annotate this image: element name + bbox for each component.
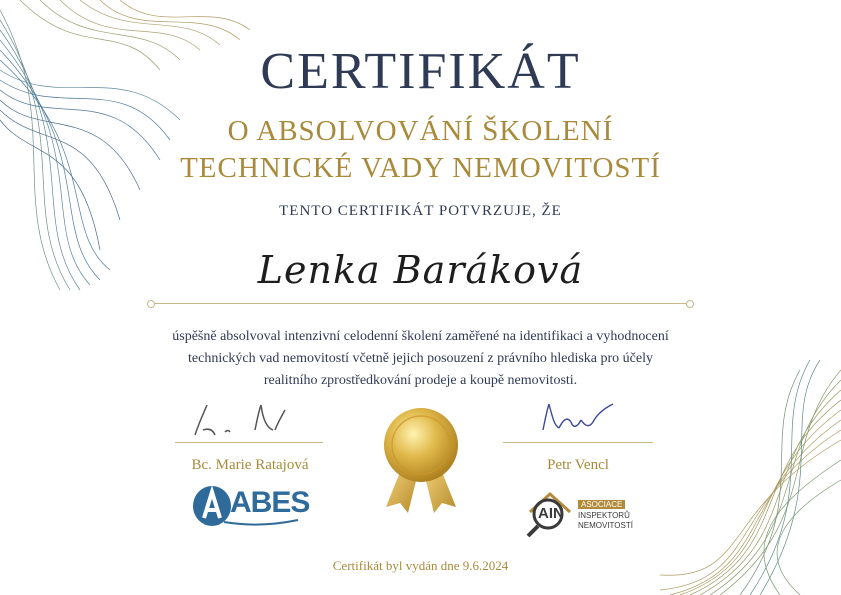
signer-right: Petr Vencl	[547, 457, 609, 473]
signature-line-right	[503, 442, 653, 443]
signer-left: Bc. Marie Ratajová	[191, 457, 309, 473]
divider-dot-left	[147, 300, 155, 308]
association-mark: AIN	[538, 505, 564, 522]
subtitle-line-1: O ABSOLVOVÁNÍ ŠKOLENÍ	[227, 115, 614, 147]
issued-date: Certifikát byl vydán dne 9.6.2024	[332, 558, 509, 573]
certificate-title: CERTIFIKÁT	[260, 43, 581, 100]
signature-left	[185, 400, 305, 440]
name-divider	[150, 303, 690, 304]
body-text-line-3: realitního zprostředkování prodeje a koupě nemovitosti.	[263, 373, 578, 388]
association-text-block	[578, 492, 633, 531]
signature-right	[535, 400, 625, 440]
subtitle-line-2: TECHNICKÉ VADY NEMOVITOSTÍ	[180, 152, 661, 184]
body-text-line-1: úspěšně absolvoval intenzivní celodenní školení zaměřené na identifikaci a vyhodnocení	[172, 329, 669, 344]
confirmation-text: TENTO CERTIFIKÁT POTVRZUJE, ŽE	[279, 203, 562, 219]
association-line-3: NEMOVITOSTÍ	[578, 521, 633, 530]
gold-medal-icon	[378, 407, 464, 515]
body-text-line-2: technických vad nemovitostí včetně jejich posouzení z právního hlediska pro účely	[188, 351, 653, 366]
association-logo	[520, 482, 660, 537]
abes-logo	[190, 482, 310, 528]
divider-dot-right	[686, 300, 694, 308]
association-badge: ASOCIACE	[578, 500, 625, 509]
signature-line-left	[175, 442, 323, 443]
association-line-2: INSPEKTORŮ	[578, 511, 630, 520]
recipient-name: Lenka Baráková	[257, 248, 584, 292]
abes-logo-text: ABES	[230, 486, 310, 519]
